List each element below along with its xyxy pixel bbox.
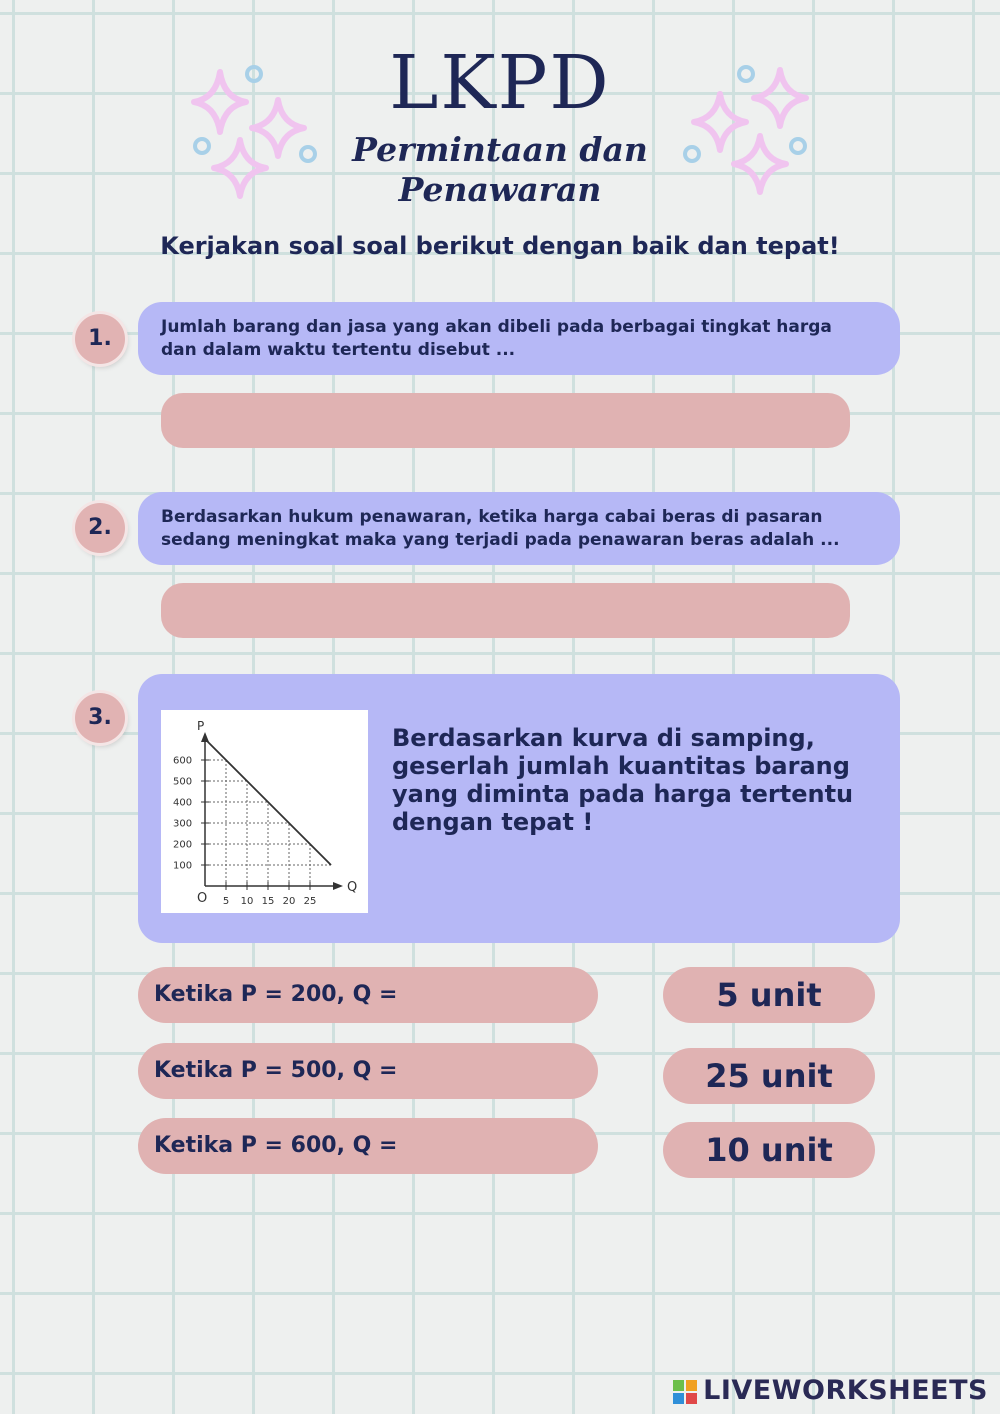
x-tick-label-2: 15 [261,896,275,907]
y-axis-label: P [197,719,205,733]
question-number-3: 3. [75,693,125,743]
liveworksheets-brand [673,1375,988,1406]
x-tick-label-1: 10 [240,896,254,907]
match-prompt-1-label: Ketika P = 200, Q = [154,982,398,1007]
x-axis-arrow-icon [333,882,343,890]
question-card-2 [138,492,900,565]
match-prompt-3[interactable] [138,1118,598,1174]
match-option-2[interactable]: 25 unit [663,1048,875,1104]
y-tick-label-4: 200 [173,839,193,851]
match-prompt-1[interactable] [138,967,598,1023]
y-tick-label-5: 100 [173,860,193,872]
question-3-line-4: dengan tepat ! [392,808,594,836]
y-axis-arrow-icon [201,732,209,742]
match-option-1[interactable]: 5 unit [663,967,875,1023]
question-2-line-1: Berdasarkan hukum penawaran, ketika harga cabai beras di pasaran [161,507,823,527]
demand-curve-chart [161,710,368,913]
y-tick-label-2: 400 [173,797,193,809]
page-subtitle [300,130,700,210]
x-tick-label-3: 20 [282,896,296,907]
question-1-line-1: Jumlah barang dan jasa yang akan dibeli pada berbagai tingkat harga [161,317,832,337]
instruction-text: Kerjakan soal soal berikut dengan baik dan tepat! [160,232,840,260]
answer-field-2[interactable] [161,583,850,638]
question-number-1: 1. [75,314,125,364]
match-prompt-2-label: Ketika P = 500, Q = [154,1058,398,1083]
match-prompt-2[interactable] [138,1043,598,1099]
x-axis-label: Q [347,880,358,895]
y-tick-label-3: 300 [173,818,193,830]
question-3-line-1: Berdasarkan kurva di samping, [392,724,815,752]
demand-curve-graph [161,710,368,913]
page-title: LKPD [389,40,611,126]
demand-curve-line [205,739,331,865]
question-card-1 [138,302,900,375]
liveworksheets-logo-icon [673,1380,697,1404]
y-tick-label-0: 600 [173,755,193,767]
question-card-3 [138,674,900,943]
question-number-2: 2. [75,503,125,553]
x-tick-label-0: 5 [222,896,230,907]
liveworksheets-text: LIVEWORKSHEETS [703,1375,988,1406]
match-option-3[interactable]: 10 unit [663,1122,875,1178]
origin-label: O [197,891,208,906]
y-tick-label-1: 500 [173,776,193,788]
question-1-line-2: dan dalam waktu tertentu disebut ... [161,340,516,360]
subtitle-line-1: Permintaan dan [352,130,648,169]
subtitle-line-2: Penawaran [398,170,602,209]
question-3-line-3: yang diminta pada harga tertentu [392,780,854,808]
question-2-line-2: sedang meningkat maka yang terjadi pada penawaran beras adalah ... [161,530,840,550]
answer-field-1[interactable] [161,393,850,448]
question-3-line-2: geserlah jumlah kuantitas barang [392,752,850,780]
x-tick-label-4: 25 [303,896,317,907]
match-prompt-3-label: Ketika P = 600, Q = [154,1133,398,1158]
